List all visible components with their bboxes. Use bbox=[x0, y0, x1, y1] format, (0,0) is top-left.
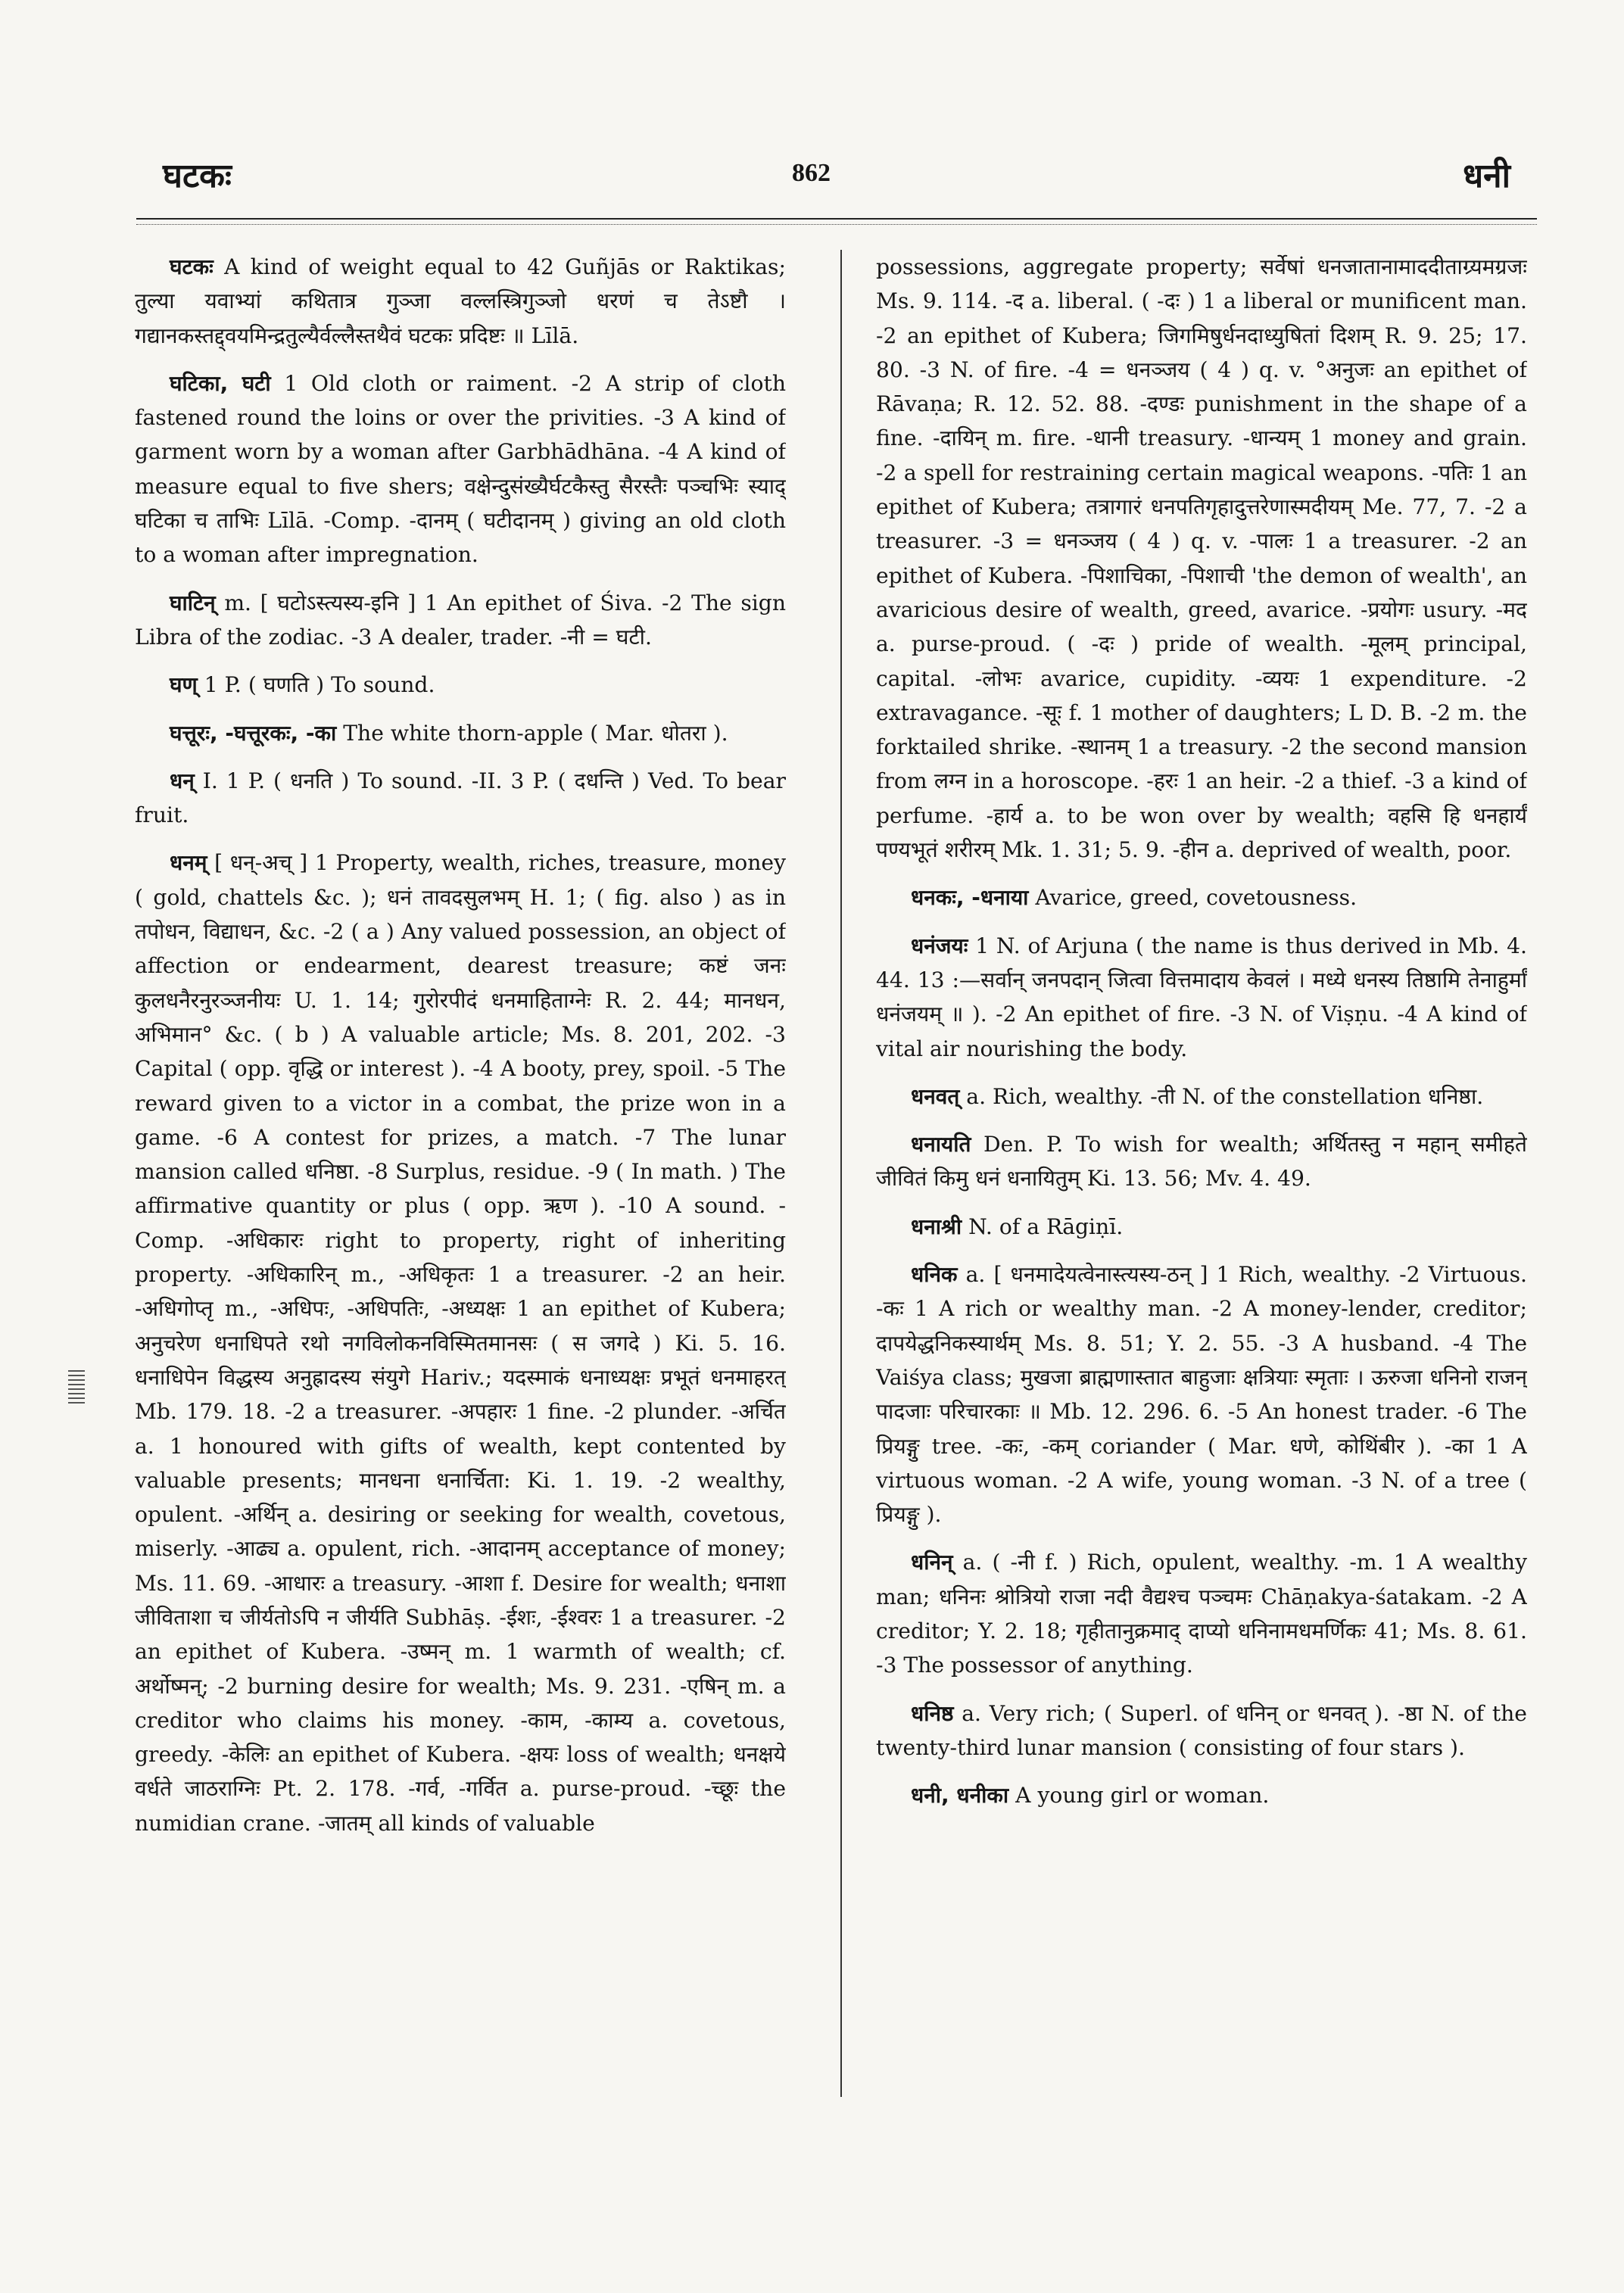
dictionary-entry bbox=[876, 1257, 1527, 1531]
entry-headword: धनी, धनीका bbox=[911, 1783, 1009, 1809]
dictionary-entry bbox=[876, 1127, 1527, 1196]
dictionary-entry bbox=[135, 668, 786, 702]
entry-text: 1 N. of Arjuna ( the name is thus derived in Mb. 4. 44. 13 :—सर्वान् जनपदान् जित्वा वित्तमादाय केवलं । मध्ये धनस्य तिष्ठामि तेनाहुर्मां धनंजयम् ॥ ). -2 An epithet of fire. -3 N. of Viṣṇu. -4 A kind of vital air nourishing the body. bbox=[876, 933, 1527, 1061]
entry-text: m. [ घटोऽस्त्यस्य-इनि ] 1 An epithet of Śiva. -2 The sign Libra of the zodiac. -3 A dealer, trader. -नी = घटी. bbox=[135, 590, 786, 650]
entry-headword: धनायति bbox=[911, 1132, 971, 1157]
entry-headword: घटिका, घटी bbox=[170, 370, 271, 396]
dictionary-entry bbox=[876, 1545, 1527, 1682]
entry-headword: धनिष्ठ bbox=[911, 1700, 954, 1726]
entry-text: 1 P. ( घणति ) To sound. bbox=[204, 672, 435, 698]
entry-headword: धनाश्री bbox=[911, 1213, 962, 1239]
margin-mark bbox=[68, 1370, 85, 1405]
dictionary-entry bbox=[876, 1080, 1527, 1114]
dictionary-entry bbox=[876, 1778, 1527, 1812]
running-head-right: धनी bbox=[1463, 157, 1510, 195]
left-column bbox=[135, 250, 786, 2097]
entry-text: N. of a Rāgiṇī. bbox=[968, 1213, 1124, 1239]
entry-text: 1 Old cloth or raiment. -2 A strip of cloth fastened round the loins or over the privities. -3 A kind of garment worn by a woman after Garbhādhāna. -4 A kind of measure equal to five shers; वक्षेन्दुसंख्यैर्घटकैस्तु सैरस्तैः पञ्चभिः स्याद् घटिका च ताभिः Līlā. -Comp. -दानम् ( घटीदानम् ) giving an old cloth to a woman after impregnation. bbox=[135, 370, 786, 568]
column-divider bbox=[840, 250, 842, 2097]
entry-text: a. Rich, wealthy. -ती N. of the constellation धनिष्ठा. bbox=[966, 1083, 1484, 1109]
dictionary-entry bbox=[135, 716, 786, 750]
entry-headword: घाटिन् bbox=[170, 590, 216, 615]
entry-headword: घटकः bbox=[170, 254, 214, 279]
entry-text: a. ( -नी f. ) Rich, opulent, wealthy. -m. 1 A wealthy man; धनिनः श्रोत्रियो राजा नदी वैद्यश्च पञ्चमः Chāṇakya-śatakam. -2 A creditor; Y. 2. 18; गृहीतानुक्रमाद् दाप्यो धनिनामधमर्णिकः 41; Ms. 8. 61. -3 The possessor of anything. bbox=[876, 1550, 1527, 1678]
page-number: 862 bbox=[792, 159, 831, 187]
dictionary-entry bbox=[876, 250, 1527, 867]
dictionary-entry bbox=[135, 764, 786, 833]
dictionary-entry bbox=[876, 1696, 1527, 1765]
entry-text: a. [ धनमादेयत्वेनास्त्यस्य-ठन् ] 1 Rich, wealthy. -2 Virtuous. -कः 1 A rich or wealthy man. -2 A money-lender, creditor; दापयेद्धनिकस्यार्थम् Ms. 8. 51; Y. 2. 55. -3 A husband. -4 The Vaiśya class; मुखजा ब्राह्मणास्तात बाहुजाः क्षत्रियाः स्मृताः । ऊरुजा धनिनो राजन् पादजाः परिचारकाः ॥ Mb. 12. 296. 6. -5 An honest trader. -6 The प्रियङ्गु tree. -कः, -कम् coriander ( Mar. धणे, कोथिंबीर ). -का 1 A virtuous woman. -2 A wife, young woman. -3 N. of a tree ( प्रियङ्गु ). bbox=[876, 1262, 1527, 1528]
dictionary-entry bbox=[135, 586, 786, 655]
entry-text: [ धन्-अच् ] 1 Property, wealth, riches, treasure, money ( gold, chattels &c. ); धनं तावदसुलभम् H. 1; ( fig. also ) as in तपोधन, विद्याधन, &c. -2 ( a ) Any valued possession, an object of affection or endearment, dearest treasure; कष्टं जनः कुलधनैरनुरञ्जनीयः U. 1. 14; गुरोरपीदं धनमाहिताग्नेः R. 2. 44; मानधन, अभिमान° &c. ( b ) A valuable article; Ms. 8. 201, 202. -3 Capital ( opp. वृद्धि or interest ). -4 A booty, prey, spoil. -5 The reward given to a victor in a combat, the prize won in a game. -6 A contest for prizes, a match. -7 The lunar mansion called धनिष्ठा. -8 Surplus, residue. -9 ( In math. ) The affirmative quantity or plus ( opp. ऋण ). -10 A sound. -Comp. -अधिकारः right to property, right of inheriting property. -अधिकारिन् m., -अधिकृतः 1 a treasurer. -2 an heir. -अधिगोप्तृ m., -अधिपः, -अधिपतिः, -अध्यक्षः 1 an epithet of Kubera; अनुचरेण धनाधिपते रथो नगविलोकनविस्मितमानसः ( स जगदे ) Ki. 5. 16. धनाधिपेन विद्धस्य अनुह्रादस्य संयुगे Hariv.; यदस्माकं धनाध्यक्षः प्रभूतं धनमाहरत् Mb. 179. 18. -2 a treasurer. -अपहारः 1 fine. -2 plunder. -अर्चित a. 1 honoured with gifts of wealth, kept contented by valuable presents; मानधना धनार्चिता: Ki. 1. 19. -2 wealthy, opulent. -अर्थिन् a. desiring or seeking for wealth, covetous, miserly. -आढ्य a. opulent, rich. -आदानम् acceptance of money; Ms. 11. 69. -आधारः a treasury. -आशा f. Desire for wealth; धनाशा जीविताशा च जीर्यतोऽपि न जीर्यति Subhāṣ. -ईशः, -ईश्वरः 1 a treasurer. -2 an epithet of Kubera. -उष्मन् m. 1 warmth of wealth; cf. अर्थोष्मन्; -2 burning desire for wealth; Ms. 9. 231. -एषिन् m. a creditor who claims his money. -काम, -काम्य a. covetous, greedy. -केलिः an epithet of Kubera. -क्षयः loss of wealth; धनक्षये वर्धते जाठराग्निः Pt. 2. 178. -गर्व, -गर्वित a. purse-proud. -च्छूः the numidian crane. -जातम् all kinds of valuable bbox=[135, 850, 786, 1836]
header-rule-dotted bbox=[136, 224, 1537, 225]
dictionary-entry bbox=[135, 366, 786, 572]
entry-text: Avarice, greed, covetousness. bbox=[1035, 885, 1357, 911]
entry-headword: धनम् bbox=[170, 850, 207, 876]
entry-headword: धनिन् bbox=[911, 1550, 953, 1575]
entry-headword: धनिक bbox=[911, 1262, 958, 1288]
entry-text: possessions, aggregate property; सर्वेषां धनजातानामाददीताग्र्यमग्रजः Ms. 9. 114. -द a. liberal. ( -दः ) 1 a liberal or munificent man. -2 an epithet of Kubera; जिगमिषुर्धनदाध्युषितां दिशम् R. 9. 25; 17. 80. -3 N. of fire. -4 = धनञ्जय ( 4 ) q. v. °अनुजः an epithet of Rāvaṇa; R. 12. 52. 88. -दण्डः punishment in the shape of a fine. -दायिन् m. fire. -धानी treasury. -धान्यम् 1 money and grain. -2 a spell for restraining certain magical weapons. -पतिः 1 an epithet of Kubera; तत्रागारं धनपतिगृहादुत्तरेणास्मदीयम् Me. 77, 7. -2 a treasurer. -3 = धनञ्जय ( 4 ) q. v. -पालः 1 a treasurer. -2 an epithet of Kubera. -पिशाचिका, -पिशाची 'the demon of wealth', an avaricious desire of wealth, greed, avarice. -प्रयोगः usury. -मद a. purse-proud. ( -दः ) pride of wealth. -मूलम् principal, capital. -लोभः avarice, cupidity. -व्ययः 1 expenditure. -2 extravagance. -सूः f. 1 mother of daughters; L D. B. -2 m. the forktailed shrike. -स्थानम् 1 a treasury. -2 the second mansion from लग्न in a horoscope. -हरः 1 an heir. -2 a thief. -3 a kind of perfume. -हार्य a. to be won over by wealth; वहसि हि धनहार्यं पण्यभूतं शरीरम् Mk. 1. 31; 5. 9. -हीन a. deprived of wealth, poor. bbox=[876, 254, 1527, 863]
entry-headword: घण् bbox=[170, 672, 198, 698]
entry-text: Den. P. To wish for wealth; अर्थितस्तु न महान् समीहते जीवितं किमु धनं धनायितुम् Ki. 13. 56; Mv. 4. 49. bbox=[876, 1132, 1527, 1192]
entry-text: A young girl or woman. bbox=[1015, 1783, 1270, 1809]
entry-text: The white thorn-apple ( Mar. धोतरा ). bbox=[343, 720, 728, 746]
dictionary-entry bbox=[135, 250, 786, 353]
entry-headword: धनवत् bbox=[911, 1083, 960, 1109]
entry-headword: धनंजयः bbox=[911, 933, 968, 958]
entry-text: I. 1 P. ( धनति ) To sound. -II. 3 P. ( दधन्ति ) Ved. To bear fruit. bbox=[135, 768, 786, 828]
right-column bbox=[876, 250, 1527, 2097]
header-rule bbox=[136, 218, 1537, 220]
entry-text: A kind of weight equal to 42 Guñjās or Raktikas; तुल्या यवाभ्यां कथितात्र गुञ्जा वल्लस्त्रिगुञ्जो धरणं च तेऽष्टौ । गद्यानकस्तद्द्वयमिन्द्रतुल्यैर्वल्लैस्तथैवं घटकः प्रदिष्टः ॥ Līlā. bbox=[135, 254, 786, 348]
dictionary-entry bbox=[876, 1210, 1527, 1244]
dictionary-entry bbox=[135, 846, 786, 1840]
entry-text: a. Very rich; ( Superl. of धनिन् or धनवत् ). -ष्ठा N. of the twenty-third lunar mansion ( consisting of four stars ). bbox=[876, 1700, 1527, 1760]
entry-headword: घत्तूरः, -घत्तूरकः, -का bbox=[170, 720, 337, 746]
entry-headword: धनकः, -धनाया bbox=[911, 885, 1029, 911]
entry-headword: धन् bbox=[170, 768, 195, 793]
dictionary-entry bbox=[876, 880, 1527, 914]
dictionary-entry bbox=[876, 929, 1527, 1066]
running-head-left: घटकः bbox=[163, 157, 232, 195]
